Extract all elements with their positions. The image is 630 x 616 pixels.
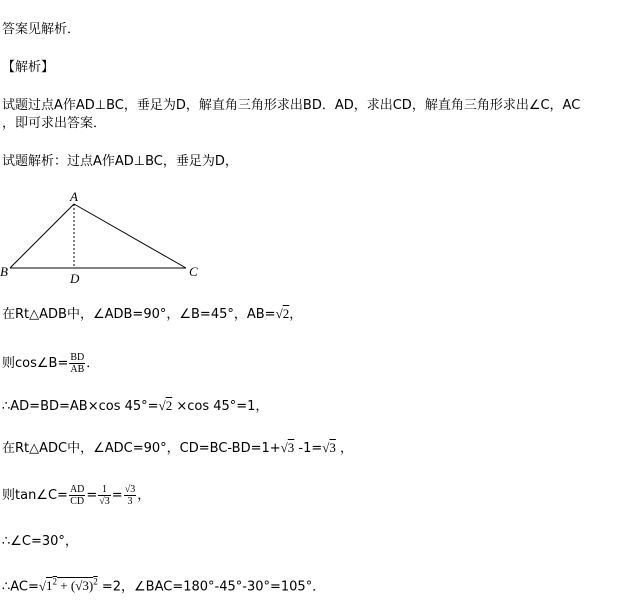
analysis-line-2: ，即可求出答案． [2,116,107,131]
step-4-c: ， [335,441,354,456]
term-sqrt3: 3 [82,578,89,594]
fraction-ad-cd [69,484,85,507]
sqrt-expression: $√1^2 + (√3)^2$ [38,577,98,594]
step-1-text: 在Rt△ADB中，∠ADB=90°，∠B=45°，AB= [2,307,276,322]
step-3-a: ∴AD=BD=AB×cos 45°= [2,399,159,414]
sqrt-2: √2 [158,398,173,413]
step-4-a: 在Rt△ADC中，∠ADC=90°，CD=BC-BD=1+ [2,441,281,456]
side-ac [74,204,186,268]
radicand: 2 [282,306,290,321]
numerator: √3 [124,484,136,495]
equals: = [111,488,123,503]
term-1: 1 [46,578,53,594]
step-2-prefix: 则cos∠B= [2,356,69,371]
step-7 [2,574,325,595]
label-a: A [70,189,78,204]
step-5-tail: ， [137,488,151,503]
step-4 [2,440,353,457]
label-b: B [0,264,8,279]
step-2 [2,352,99,375]
triangle-diagram [0,188,215,288]
denominator: AB [70,364,85,375]
exponent: 2 [52,577,58,587]
label-d: D [70,271,80,286]
step-7-a: ∴AC= [2,579,39,595]
fraction-bd-ab [69,352,85,375]
exponent: 2 [93,577,98,587]
plus-paren: + ( [57,578,76,594]
radicand: $1^2 + (√3)^2$ [46,577,98,594]
denominator: 3 [127,496,133,507]
step-1-tail: ， [289,307,303,322]
equals: = [86,488,98,503]
numerator: 1 [98,484,111,496]
analysis-line-1: 试题过点A作AD⊥BC，垂足为D，解直角三角形求出BD．AD，求出CD，解直角三角形求出∠C，AC [2,98,581,113]
analysis-heading: 【解析】 [2,60,55,75]
radicand: 3 [329,440,336,455]
step-7-b: =2，∠BAC=180°-45°-30°=105°． [97,579,326,595]
label-c: C [189,264,198,279]
solution-intro: 试题解析：过点A作AD⊥BC，垂足为D， [2,154,238,169]
numerator: AD [69,484,85,495]
step-5-prefix: 则tan∠C= [2,488,68,503]
step-5 [2,484,150,507]
step-3 [2,398,268,415]
numerator: BD [70,352,85,363]
denominator: √3 [99,496,110,507]
side-ab [10,204,74,268]
step-2-tail: ． [86,356,100,371]
denominator: CD [70,496,85,507]
step-1 [2,306,302,323]
sqrt-3: √3 [322,440,336,455]
radicand: 3 [104,496,110,507]
sqrt-2: √2 [275,306,290,321]
step-4-b: -1= [294,441,323,456]
answer-line: 答案见解析． [2,22,81,37]
fraction-sqrt3-3 [124,484,137,507]
step-3-b: ×cos 45°=1， [172,399,269,414]
radicand: 2 [165,398,173,413]
step-6: ∴∠C=30°， [2,534,78,549]
close-paren: ) [88,578,94,594]
fraction-1-sqrt3 [98,484,111,507]
radicand: 3 [130,484,136,495]
radicand: 3 [287,440,295,455]
sqrt-3: √3 [280,440,295,455]
